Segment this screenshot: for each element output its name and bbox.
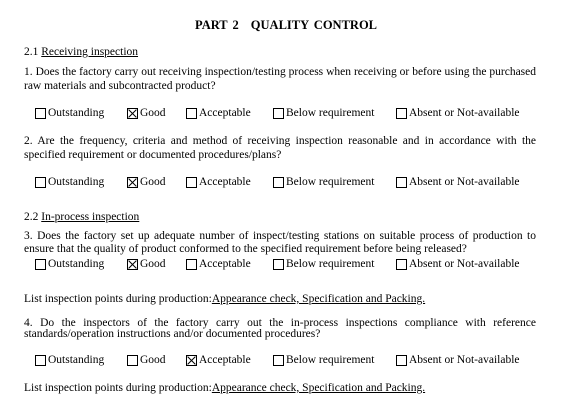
question-4-text: 4. Do the inspectors of the factory carry out the in-process inspections compliance with reference standards/operation instructions and/or documented procedures?	[24, 317, 536, 340]
section-heading-receiving	[24, 46, 138, 58]
question-2-text: 2. Are the frequency, criteria and method of receiving inspection reasonable and in accordance with the specified requirement or documented procedures/plans?	[24, 135, 536, 161]
option-label: Acceptable	[199, 107, 251, 119]
section-number: 2.2	[24, 211, 39, 223]
option-below-requirement[interactable]	[273, 354, 374, 366]
checkbox[interactable]	[273, 259, 284, 270]
checkbox[interactable]	[273, 355, 284, 366]
part-title: QUALITY CONTROL	[250, 18, 378, 32]
option-label: Good	[140, 176, 166, 188]
option-good[interactable]	[127, 354, 166, 366]
checkbox[interactable]	[127, 108, 138, 119]
option-label: Below requirement	[286, 107, 375, 119]
option-label: Outstanding	[48, 258, 105, 270]
option-absent-or-not-available[interactable]	[396, 107, 520, 119]
section-heading-in-process	[24, 211, 139, 223]
option-outstanding[interactable]	[35, 176, 104, 188]
option-label: Good	[140, 258, 166, 270]
option-label: Good	[140, 107, 166, 119]
inspection-points-label: List inspection points during production:	[24, 382, 212, 394]
option-label: Outstanding	[48, 107, 105, 119]
option-label: Absent or Not-available	[409, 258, 520, 270]
option-label: Outstanding	[48, 354, 105, 366]
checkbox[interactable]	[127, 177, 138, 188]
option-acceptable[interactable]	[186, 258, 251, 270]
section-title: In-process inspection	[41, 211, 140, 223]
part-heading	[0, 18, 572, 33]
option-label: Outstanding	[48, 176, 105, 188]
section-title: Receiving inspection	[41, 46, 139, 58]
option-acceptable[interactable]	[186, 107, 251, 119]
checkbox[interactable]	[186, 355, 197, 366]
inspection-points-label: List inspection points during production:	[24, 293, 212, 305]
checkbox[interactable]	[35, 108, 46, 119]
question-1-text: 1. Does the factory carry out receiving inspection/testing process when receiving or before using the purchased raw materials and subcontracted product?	[24, 66, 536, 92]
option-acceptable[interactable]	[186, 176, 251, 188]
option-label: Absent or Not-available	[409, 107, 520, 119]
inspection-points-1	[24, 293, 425, 305]
option-acceptable[interactable]	[186, 354, 251, 366]
checkbox[interactable]	[35, 259, 46, 270]
inspection-points-value: Appearance check, Specification and Packing.	[211, 382, 426, 394]
checkbox[interactable]	[35, 177, 46, 188]
question-3-text: 3. Does the factory set up adequate number of inspect/testing stations on suitable process of production to ensure that the quality of product conformed to the specified requirement before being released?	[24, 230, 536, 255]
option-absent-or-not-available[interactable]	[396, 354, 520, 366]
option-absent-or-not-available[interactable]	[396, 176, 520, 188]
part-number: PART 2	[194, 18, 239, 32]
option-good[interactable]	[127, 258, 166, 270]
option-label: Good	[140, 354, 166, 366]
option-label: Acceptable	[199, 176, 251, 188]
option-below-requirement[interactable]	[273, 258, 374, 270]
option-good[interactable]	[127, 107, 166, 119]
section-number: 2.1	[24, 46, 39, 58]
option-label: Below requirement	[286, 176, 375, 188]
option-good[interactable]	[127, 176, 166, 188]
option-label: Absent or Not-available	[409, 176, 520, 188]
option-label: Absent or Not-available	[409, 354, 520, 366]
checkbox[interactable]	[273, 108, 284, 119]
checkbox[interactable]	[396, 259, 407, 270]
checkbox[interactable]	[273, 177, 284, 188]
inspection-points-value: Appearance check, Specification and Packing.	[211, 293, 426, 305]
checkbox[interactable]	[396, 108, 407, 119]
option-below-requirement[interactable]	[273, 176, 374, 188]
inspection-points-2	[24, 382, 425, 394]
option-absent-or-not-available[interactable]	[396, 258, 520, 270]
checkbox[interactable]	[396, 177, 407, 188]
checkbox[interactable]	[127, 259, 138, 270]
checkbox[interactable]	[35, 355, 46, 366]
option-below-requirement[interactable]	[273, 107, 374, 119]
option-label: Acceptable	[199, 354, 251, 366]
checkbox[interactable]	[396, 355, 407, 366]
checkbox[interactable]	[186, 177, 197, 188]
option-label: Below requirement	[286, 258, 375, 270]
checkbox[interactable]	[186, 259, 197, 270]
option-outstanding[interactable]	[35, 107, 104, 119]
option-outstanding[interactable]	[35, 258, 104, 270]
option-label: Acceptable	[199, 258, 251, 270]
option-outstanding[interactable]	[35, 354, 104, 366]
checkbox[interactable]	[127, 355, 138, 366]
option-label: Below requirement	[286, 354, 375, 366]
checkbox[interactable]	[186, 108, 197, 119]
